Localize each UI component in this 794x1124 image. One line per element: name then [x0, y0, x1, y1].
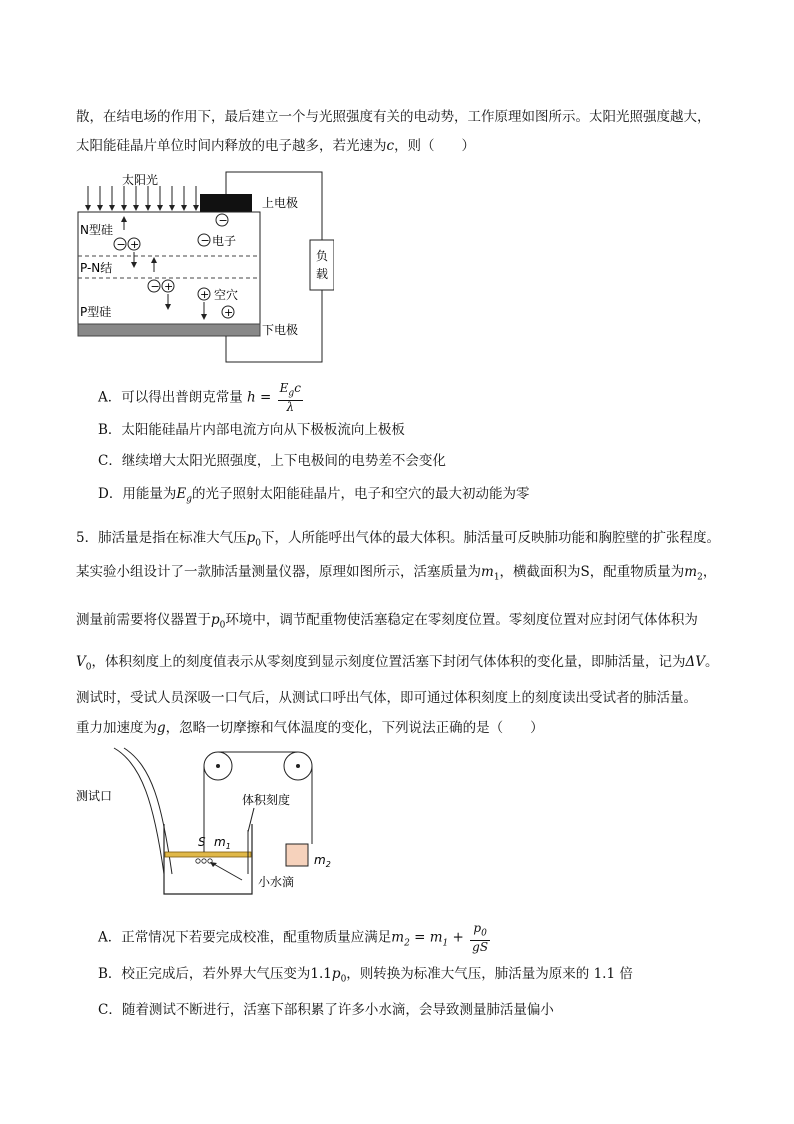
- water-droplets: [196, 859, 212, 863]
- q4-option-c: C．继续增大太阳光照强度，上下电极间的电势差不会变化: [98, 453, 446, 469]
- counterweight: [286, 844, 308, 866]
- fraction: $\frac{p_0}{gS}$: [472, 921, 489, 955]
- electron-label: 电子: [212, 234, 237, 248]
- bottom-electrode: [78, 324, 260, 336]
- solar-cell-diagram: [74, 168, 334, 368]
- q5-line-2: 某实验小组设计了一款肺活量测量仪器，原理如图所示，活塞质量为$m_1$，横截面积为S，配重物质量为$m_2$，: [76, 564, 717, 583]
- q5-line-1: 5．肺活量是指在标准大气压$p_0$下，人所能呼出气体的最大体积。肺活量可反映肺功能和胸腔壁的扩张程度。: [76, 530, 720, 549]
- test-port-label: 测试口: [76, 789, 113, 803]
- load-label-2: 载: [316, 267, 329, 281]
- svg-text:−: −: [200, 234, 210, 247]
- droplets-label: 小水滴: [258, 875, 295, 889]
- counterweight-label: $m_2$: [314, 853, 331, 869]
- load-label-1: 负: [316, 249, 329, 263]
- q5-line-5: 测试时，受试人员深吸一口气后，从测试口呼出气体，即可通过体积刻度上的刻度读出受试者的肺活量。: [76, 690, 697, 706]
- svg-text:−: −: [150, 280, 160, 293]
- piston: [165, 852, 251, 857]
- q4-line-1: 散，在结电场的作用下，最后建立一个与光照强度有关的电动势，工作原理如图所示。太阳光照强度越大，: [76, 109, 711, 125]
- volume-scale-label: 体积刻度: [242, 793, 291, 807]
- spirometer-diagram: [72, 744, 352, 904]
- area-label: S: [198, 835, 206, 849]
- q4-option-d: D．用能量为$E_g$的光子照射太阳能硅晶片，电子和空穴的最大初动能为零: [98, 486, 530, 505]
- sunlight-arrows: [88, 186, 196, 208]
- bottom-electrode-label: 下电极: [262, 323, 299, 337]
- svg-text:+: +: [224, 306, 234, 319]
- top-electrode: [200, 194, 252, 212]
- top-electrode-label: 上电极: [262, 196, 299, 210]
- sunlight-label: 太阳光: [122, 173, 159, 187]
- load-box: [310, 240, 334, 290]
- svg-text:+: +: [200, 288, 210, 301]
- pn-junction-label: P-N结: [80, 261, 113, 275]
- q5-line-3: 测量前需要将仪器置于$p_0$环境中，调节配重物使活塞稳定在零刻度位置。零刻度位置对应封闭气体体积为: [76, 612, 698, 631]
- q4-option-b: B．太阳能硅晶片内部电流方向从下极板流向上极板: [98, 422, 405, 438]
- cylinder: [164, 824, 252, 894]
- q5-option-a: A．正常情况下若要完成校准，配重物质量应满足$m_2 = m_1$ + $\frac{p_0}{gS}$: [98, 921, 489, 955]
- svg-text:−: −: [218, 214, 228, 227]
- p-type-label: P型硅: [80, 305, 112, 319]
- q5-line-6: 重力加速度为g，忽略一切摩擦和气体温度的变化，下列说法正确的是（ ）: [76, 720, 544, 736]
- q5-option-b: B．校正完成后，若外界大气压变为$1.1p_0$，则转换为标准大气压，肺活量为原来的 1.1 倍: [98, 966, 633, 985]
- fraction: $\frac{E_gc}{\lambda}$: [279, 381, 301, 415]
- svg-text:+: +: [164, 280, 174, 293]
- test-hose: [114, 748, 164, 874]
- piston-mass-label: $m_1$: [214, 835, 231, 851]
- hole-label: 空穴: [214, 288, 239, 302]
- svg-text:−: −: [116, 238, 126, 251]
- q5-option-c: C．随着测试不断进行，活塞下部积累了许多小水滴，会导致测量肺活量偏小: [98, 1002, 554, 1018]
- q4-line-2: 太阳能硅晶片单位时间内释放的电子越多，若光速为c，则（ ）: [76, 138, 476, 154]
- q5-line-4: $V_0$，体积刻度上的刻度值表示从零刻度到显示刻度位置活塞下封闭气体体积的变化量，即肺活量，记为ΔV。: [76, 654, 719, 673]
- n-type-label: N型硅: [80, 223, 113, 237]
- svg-text:+: +: [130, 238, 140, 251]
- q4-option-a: A．可以得出普朗克常量 h = $\frac{E_gc}{\lambda}$: [98, 381, 301, 415]
